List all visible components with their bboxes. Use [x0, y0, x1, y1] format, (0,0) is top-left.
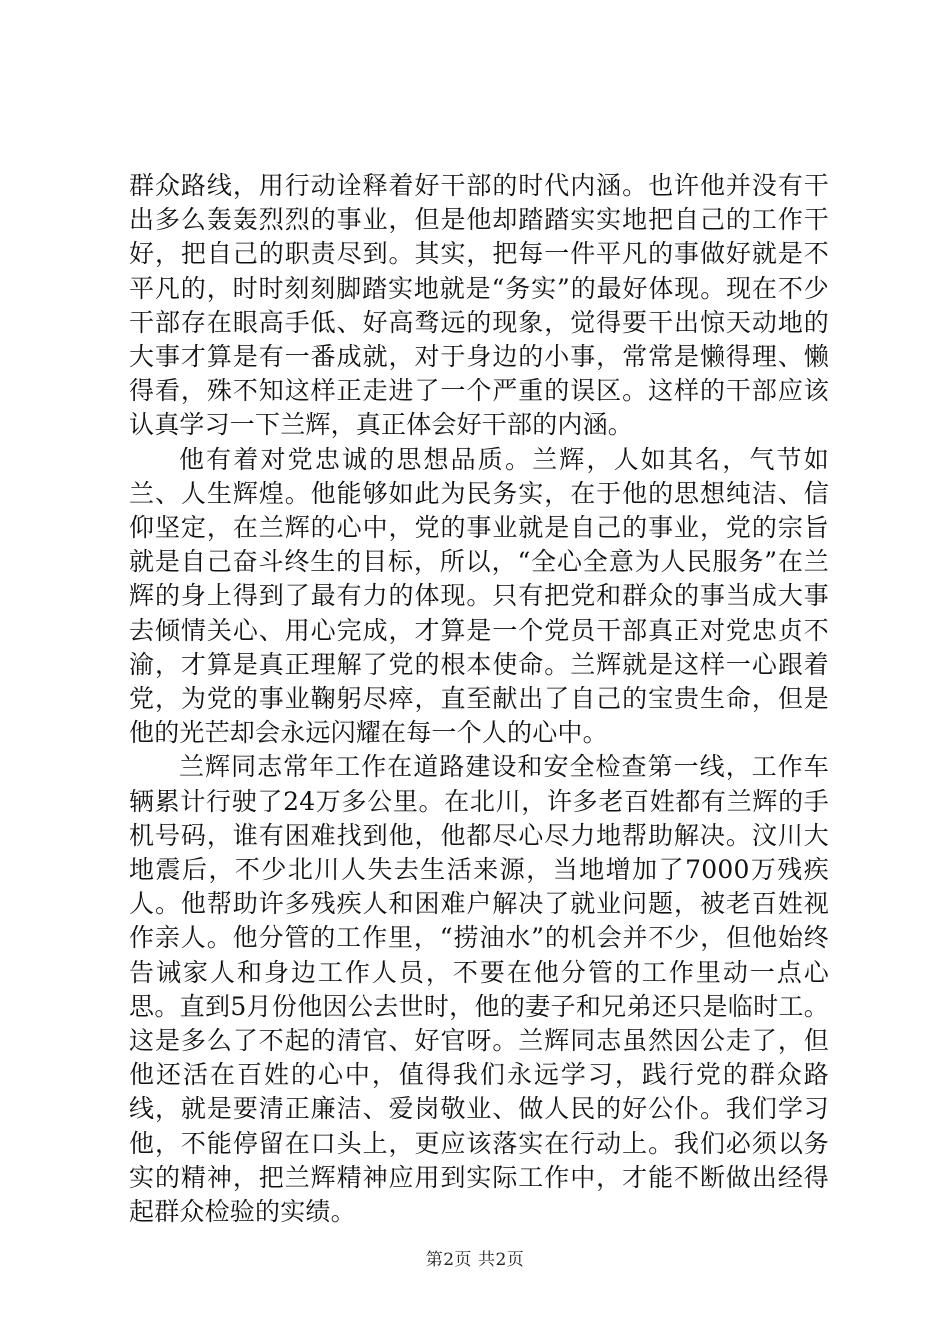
page-footer: 第2页 共2页: [425, 1250, 525, 1270]
paragraph-loyalty: 他有着对党忠诚的思想品质。兰辉，人如其名，气节如兰、人生辉煌。他能够如此为民务实，在于他的思想纯洁、信仰坚定，在兰辉的心中，党的事业就是自己的事业，党的宗旨就是自己奋斗终生的目标，所以，“全心全意为人民服务”在兰辉的身上得到了最有力的体现。只有把党和群众的事当成大事去倾情关心、用心完成，才算是一个党员干部真正对党忠贞不渝，才算是真正理解了党的根本使命。兰辉就是这样一心跟着党，为党的事业鞠躬尽瘁，直至献出了自己的宝贵生命，但是他的光芒却会永远闪耀在每一个人的心中。: [129, 444, 829, 748]
document-body: [129, 169, 829, 1229]
paragraph-continued: 群众路线，用行动诠释着好干部的时代内涵。也许他并没有干出多么轰轰烈烈的事业，但是他却踏踏实实地把自己的工作干好，把自己的职责尽到。其实，把每一件平凡的事做好就是不平凡的，时时刻刻脚踏实地就是“务实”的最好体现。现在不少干部存在眼高手低、好高骛远的现象，觉得要干出惊天动地的大事才算是有一番成就，对于身边的小事，常常是懒得理、懒得看，殊不知这样正走进了一个严重的误区。这样的干部应该认真学习一下兰辉，真正体会好干部的内涵。: [129, 171, 829, 440]
paragraph-lanhui-work: 兰辉同志常年工作在道路建设和安全检查第一线，工作车辆累计行驶了24万多公里。在北川，许多老百姓都有兰辉的手机号码，谁有困难找到他，他都尽心尽力地帮助解决。汶川大地震后，不少北川人失去生活来源，当地增加了7000万残疾人。他帮助许多残疾人和困难户解决了就业问题，被老百姓视作亲人。他分管的工作里，“捞油水”的机会并不少，但他始终告诫家人和身边工作人员，不要在他分管的工作里动一点心思。直到5月份他因公去世时，他的妻子和兄弟还只是临时工。这是多么了不起的清官、好官呀。兰辉同志虽然因公走了，但他还活在百姓的心中，值得我们永远学习，践行党的群众路线，就是要清正廉洁、爱岗敬业、做人民的好公仆。我们学习他，不能停留在口头上，更应该落实在行动上。我们必须以务实的精神，把兰辉精神应用到实际工作中，才能不断做出经得起群众检验的实绩。: [129, 752, 829, 1227]
